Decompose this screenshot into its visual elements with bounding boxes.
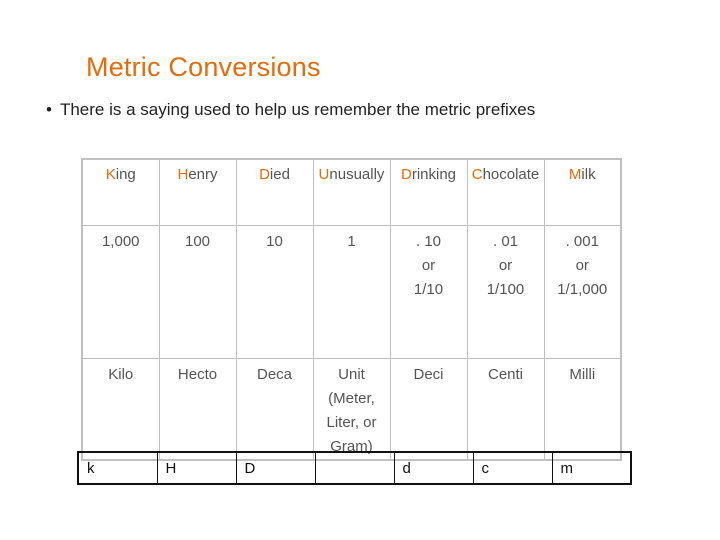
value-line: 100 (184, 233, 211, 250)
prefix-cell (313, 359, 390, 461)
value-line: 1/10 (413, 281, 444, 298)
prefix-line: Deca (256, 366, 293, 383)
prefix-line: Hecto (177, 366, 218, 383)
mnemonic-rest: hocolate (482, 166, 540, 183)
abbreviation-row-table (77, 451, 632, 485)
value-line: or (575, 257, 589, 274)
abbreviation-cell: c (473, 452, 552, 484)
value-cell (159, 226, 236, 359)
prefix-cell (544, 359, 621, 461)
prefix-line: Liter, or (326, 414, 377, 431)
mnemonic-cell (313, 159, 390, 226)
abbreviation-cell: k (78, 452, 157, 484)
value-line: 10 (266, 233, 283, 250)
value-line: 1 (347, 233, 356, 250)
value-cell (236, 226, 313, 359)
mnemonic-cell (544, 159, 621, 226)
value-line: or (421, 257, 436, 274)
value-line: or (498, 257, 513, 274)
mnemonic-initial: C (471, 166, 483, 183)
mnemonic-cell (82, 159, 159, 226)
value-cell (313, 226, 390, 359)
prefix-cell (82, 359, 159, 461)
value-line: 1/1,000 (557, 281, 608, 298)
abbreviation-cell: H (157, 452, 236, 484)
prefix-line: Centi (487, 366, 524, 383)
value-line: 1,000 (101, 233, 140, 250)
prefix-line: Kilo (108, 366, 134, 383)
bullet-text-line (46, 100, 535, 120)
mnemonic-initial: K (105, 166, 116, 183)
mnemonic-cell (236, 159, 313, 226)
mnemonic-initial: H (177, 166, 189, 183)
abbreviation-cell (315, 452, 394, 484)
value-line: . 10 (415, 233, 442, 250)
bullet-icon: • (46, 100, 52, 119)
mnemonic-initial: M (568, 166, 582, 183)
prefix-line: (Meter, (328, 390, 375, 407)
prefix-cell (236, 359, 313, 461)
value-cell (82, 226, 159, 359)
mnemonic-initial: D (259, 166, 270, 183)
mnemonic-rest: nusually (329, 166, 385, 183)
value-row (82, 226, 621, 359)
prefix-cell (159, 359, 236, 461)
mnemonic-rest: ilk (581, 166, 596, 183)
mnemonic-rest: enry (188, 166, 218, 183)
slide-title: Metric Conversions (86, 52, 321, 82)
prefix-row (82, 359, 621, 461)
value-cell (390, 226, 467, 359)
mnemonic-cell (159, 159, 236, 226)
mnemonic-rest: ing (115, 166, 136, 183)
prefix-line: Milli (569, 366, 596, 383)
mnemonic-rest: rinking (411, 166, 457, 183)
prefix-line: Unit (338, 366, 365, 383)
mnemonic-row (82, 159, 621, 226)
mnemonic-cell (390, 159, 467, 226)
mnemonic-rest: ied (269, 166, 290, 183)
abbreviation-row (78, 452, 631, 484)
value-line: . 001 (565, 233, 599, 250)
value-cell (544, 226, 621, 359)
value-line: . 01 (492, 233, 519, 250)
mnemonic-cell (467, 159, 544, 226)
metric-prefix-table (81, 158, 622, 461)
mnemonic-initial: U (318, 166, 330, 183)
prefix-line: Deci (413, 366, 444, 383)
abbreviation-cell: d (394, 452, 473, 484)
bullet-text: There is a saying used to help us remember the metric prefixes (59, 100, 536, 119)
value-line: 1/100 (486, 281, 525, 298)
prefix-cell (467, 359, 544, 461)
value-cell (467, 226, 544, 359)
abbreviation-cell: D (236, 452, 315, 484)
mnemonic-initial: D (400, 166, 412, 183)
prefix-line: Gram) (330, 438, 373, 455)
prefix-cell (390, 359, 467, 461)
abbreviation-cell: m (552, 452, 631, 484)
